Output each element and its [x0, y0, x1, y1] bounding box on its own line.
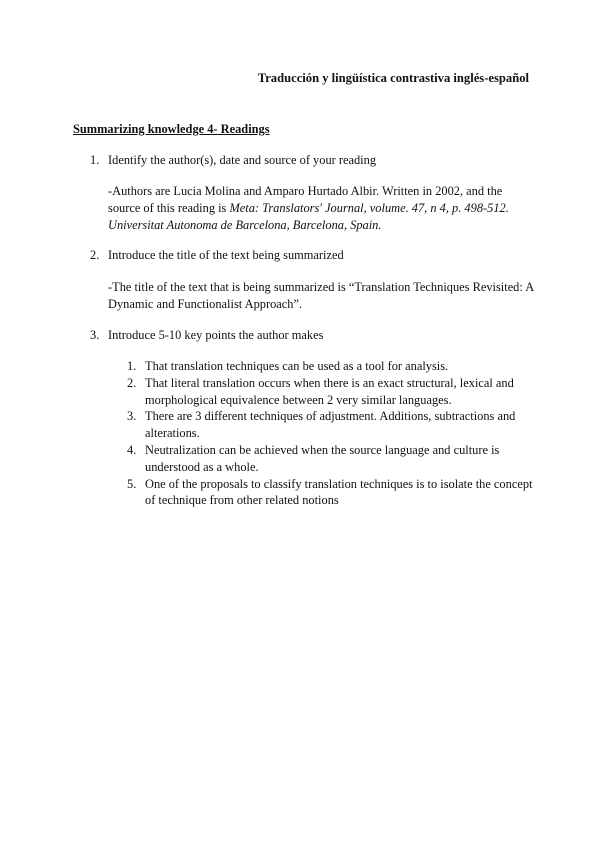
list-item: 4. Neutralization can be achieved when the source language and culture is understood as a whole. [127, 442, 500, 474]
answer-1 [108, 183, 538, 233]
key-points-list [127, 358, 547, 509]
answer-line: Universitat Autonoma de Barcelona, Barcelona, Spain. [108, 217, 382, 232]
answer-line: -Authors are Lucia Molina and Amparo Hurtado Albir. Written in 2002, and the [108, 184, 503, 198]
list-item: 2. That literal translation occurs when there is an exact structural, lexical and morphological equivalence between 2 very similar languages. [127, 375, 514, 407]
list-item: 3. There are 3 different techniques of adjustment. Additions, subtractions and alterations. [127, 409, 516, 441]
question-number: 1. [90, 153, 100, 167]
answer-2 [108, 279, 538, 313]
question-number: 3. [90, 328, 100, 342]
header-title: Traducción y lingüística contrastiva inglés-español [257, 71, 529, 85]
question-text: Identify the author(s), date and source of your reading [108, 153, 377, 167]
question-number: 2. [90, 248, 100, 262]
question-text: Introduce the title of the text being summarized [108, 248, 344, 262]
answer-line: -The title of the text that is being summarized is “Translation Techniques Revisited: A [108, 280, 535, 294]
list-item: 1. That translation techniques can be used as a tool for analysis. [127, 359, 449, 373]
question-text: Introduce 5-10 key points the author makes [108, 328, 324, 342]
list-item: 5. One of the proposals to classify translation techniques is to isolate the concept of technique from other related notions [127, 476, 533, 508]
answer-line: source of this reading is Meta: Translators' Journal, volume. 47, n 4, p. 498-512. [108, 200, 509, 215]
section-title: Summarizing knowledge 4- Readings [73, 122, 270, 136]
answer-line: Dynamic and Functionalist Approach”. [108, 296, 303, 311]
